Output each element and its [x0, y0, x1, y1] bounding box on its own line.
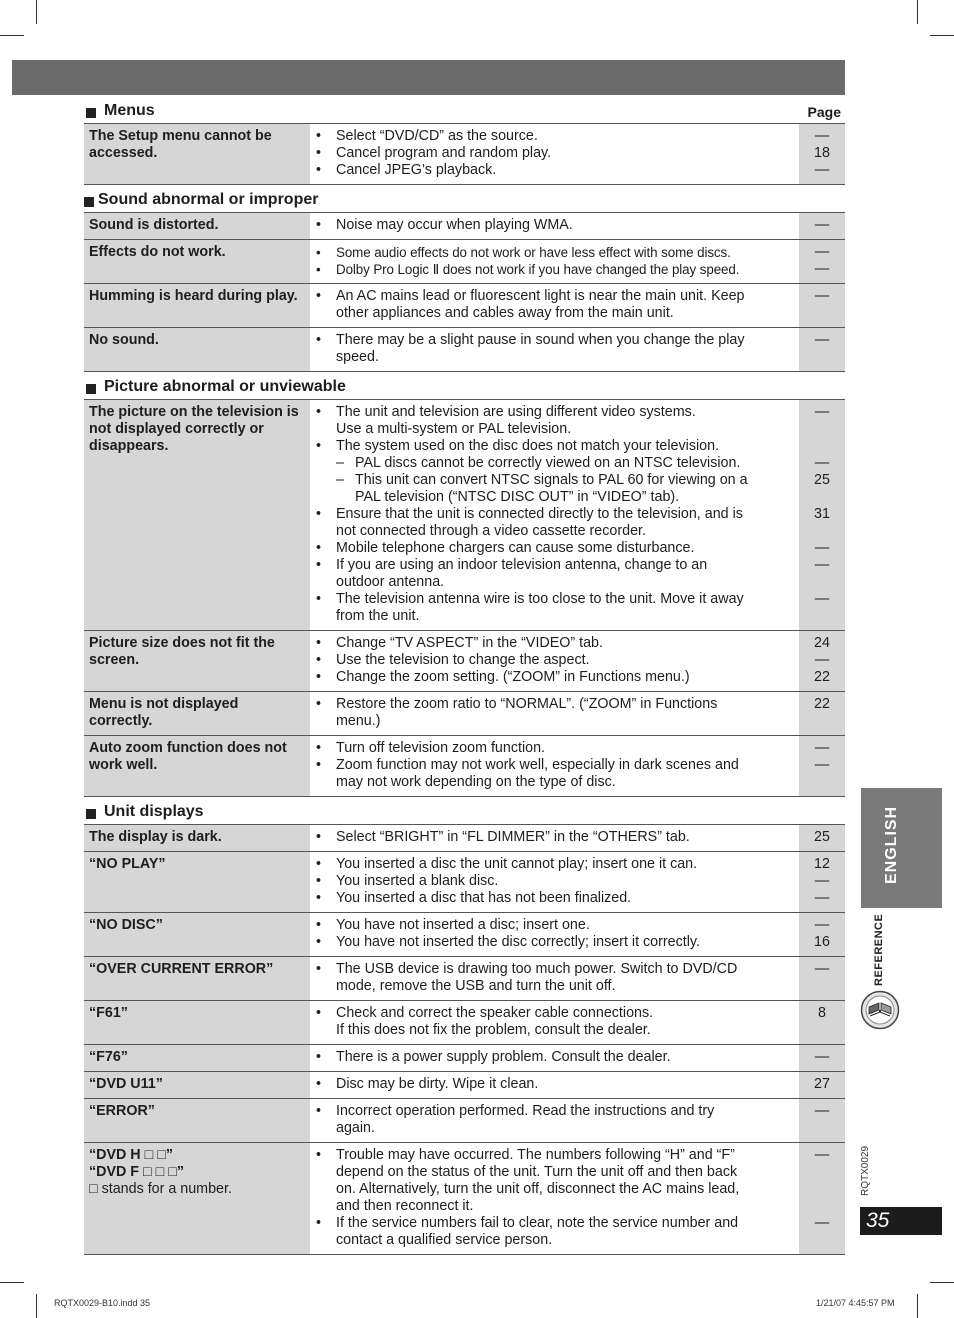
solution-item: • If you are using an indoor television antenna, change to an — [314, 557, 795, 574]
solution-item-continued: not connected through a video cassette recorder. — [336, 523, 646, 539]
problem-cell: “NO PLAY” — [84, 852, 310, 912]
page-ref: — — [814, 917, 830, 933]
solution-cell — [310, 400, 799, 630]
section-title: Sound abnormal or improper — [98, 191, 319, 208]
page-ref-cell — [799, 400, 845, 630]
page-ref-cell — [799, 1045, 845, 1071]
page-ref: — — [814, 540, 830, 556]
table-row — [84, 913, 845, 957]
page-ref: — — [814, 288, 830, 304]
solution-item-continued: outdoor antenna. — [336, 574, 445, 590]
solution-item: • Mobile telephone chargers can cause some disturbance. — [314, 540, 795, 557]
table-row — [84, 631, 845, 692]
page-ref: 22 — [814, 696, 830, 712]
solution-cell — [310, 1045, 799, 1071]
problem-cell: Picture size does not fit the screen. — [84, 631, 310, 691]
solution-item: • Use the television to change the aspect. — [314, 652, 795, 669]
solution-subitem: – This unit can convert NTSC signals to PAL 60 for viewing on a — [314, 472, 795, 489]
page-ref-cell — [799, 240, 845, 283]
solution-cell — [310, 913, 799, 956]
solution-item: • Disc may be dirty. Wipe it clean. — [314, 1076, 795, 1093]
page-ref: — — [814, 244, 830, 260]
solution-item: • Some audio effects do not work or have less effect with some discs. — [314, 244, 795, 261]
page-ref-cell — [799, 631, 845, 691]
table-row — [84, 736, 845, 797]
page-ref-cell — [799, 124, 845, 184]
section-title: Unit displays — [104, 803, 204, 820]
page-ref: — — [814, 455, 830, 471]
solution-item: • Turn off television zoom function. — [314, 740, 795, 757]
page-ref: 12 — [814, 856, 830, 872]
page-ref: — — [814, 757, 830, 773]
section-picture-header — [84, 377, 845, 400]
solution-item-continued: speed. — [336, 349, 379, 365]
problem-cell: Effects do not work. — [84, 240, 310, 283]
page-ref: 31 — [814, 506, 830, 522]
crop-mark — [0, 35, 24, 36]
page-ref-cell — [799, 1072, 845, 1098]
page-ref-cell — [799, 213, 845, 239]
problem-cell: Menu is not displayed correctly. — [84, 692, 310, 735]
page-ref: 24 — [814, 635, 830, 651]
crop-mark — [36, 1294, 37, 1318]
problem-cell: Auto zoom function does not work well. — [84, 736, 310, 796]
solution-cell — [310, 957, 799, 1000]
page-ref: — — [814, 128, 830, 144]
solution-item: • If the service numbers fail to clear, note the service number and — [314, 1215, 795, 1232]
solution-item: • Ensure that the unit is connected directly to the television, and is — [314, 506, 795, 523]
solution-item: • The system used on the disc does not match your television. — [314, 438, 795, 455]
solution-subitem: – PAL discs cannot be correctly viewed on an NTSC television. — [314, 455, 795, 472]
solution-cell — [310, 328, 799, 371]
page-ref-cell — [799, 736, 845, 796]
section-unit-header — [84, 802, 845, 825]
table-row — [84, 1045, 845, 1072]
solution-item-continued: from the unit. — [336, 608, 420, 624]
solution-cell — [310, 1143, 799, 1254]
solution-cell — [310, 825, 799, 851]
crop-mark — [917, 1294, 918, 1318]
page-ref: — — [814, 1215, 830, 1231]
solution-item-continued: may not work depending on the type of disc. — [336, 774, 616, 790]
solution-item: • Incorrect operation performed. Read the instructions and try — [314, 1103, 795, 1120]
solution-item-continued: Use a multi-system or PAL television. — [336, 421, 572, 437]
problem-cell: Humming is heard during play. — [84, 284, 310, 327]
solution-item: • The unit and television are using different video systems. — [314, 404, 795, 421]
page-ref-cell — [799, 328, 845, 371]
table-row — [84, 1072, 845, 1099]
solution-item: • Check and correct the speaker cable connections. — [314, 1005, 795, 1022]
section-title: Picture abnormal or unviewable — [104, 378, 346, 395]
page-ref: — — [814, 332, 830, 348]
solution-item: • You have not inserted the disc correctly; insert it correctly. — [314, 934, 795, 951]
solution-item: • Noise may occur when playing WMA. — [314, 217, 795, 234]
solution-item: • Trouble may have occurred. The numbers following “H” and “F” — [314, 1147, 795, 1164]
solution-cell — [310, 1001, 799, 1044]
footer-datetime: 1/21/07 4:45:57 PM — [816, 1298, 895, 1308]
page-ref-cell — [799, 692, 845, 735]
page-ref-cell — [799, 913, 845, 956]
problem-cell: “OVER CURRENT ERROR” — [84, 957, 310, 1000]
solution-item: • Select “DVD/CD” as the source. — [314, 128, 795, 145]
solution-item: • There is a power supply problem. Consult the dealer. — [314, 1049, 795, 1066]
crop-mark — [36, 0, 37, 24]
table-row — [84, 328, 845, 372]
solution-item: • An AC mains lead or fluorescent light is near the main unit. Keep — [314, 288, 795, 305]
solution-item: • You inserted a blank disc. — [314, 873, 795, 890]
page-ref: 16 — [814, 934, 830, 950]
section-sound-header — [84, 190, 845, 213]
solution-item: • There may be a slight pause in sound when you change the play — [314, 332, 795, 349]
page-ref-cell — [799, 1143, 845, 1254]
header-band — [12, 60, 845, 95]
problem-cell: The Setup menu cannot be accessed. — [84, 124, 310, 184]
page-ref: 25 — [814, 829, 830, 845]
page-number: 35 — [860, 1207, 942, 1235]
square-bullet-icon — [86, 384, 96, 394]
table-row — [84, 284, 845, 328]
problem-cell: “ERROR” — [84, 1099, 310, 1142]
problem-cell: Sound is distorted. — [84, 213, 310, 239]
solution-item: • The USB device is drawing too much power. Switch to DVD/CD — [314, 961, 795, 978]
solution-item: • You have not inserted a disc; insert one. — [314, 917, 795, 934]
solution-item: • Restore the zoom ratio to “NORMAL”. (“ZOOM” in Functions — [314, 696, 795, 713]
page-ref: — — [814, 1049, 830, 1065]
solution-item-continued: If this does not fix the problem, consult the dealer. — [336, 1022, 651, 1038]
language-label: ENGLISH — [883, 805, 900, 884]
book-icon — [860, 990, 900, 1030]
square-bullet-icon — [86, 108, 96, 118]
solution-item: • You inserted a disc the unit cannot play; insert one it can. — [314, 856, 795, 873]
section-menus-header — [84, 101, 845, 124]
solution-item-continued: on. Alternatively, turn the unit off, disconnect the AC mains lead, — [336, 1181, 740, 1197]
page-ref: — — [814, 557, 830, 573]
page-ref: — — [814, 873, 830, 889]
square-bullet-icon — [84, 197, 94, 207]
problem-note: □ stands for a number. — [89, 1181, 232, 1197]
solution-cell — [310, 240, 799, 283]
solution-cell — [310, 124, 799, 184]
page-ref: — — [814, 890, 830, 906]
crop-mark — [917, 0, 918, 24]
solution-cell — [310, 736, 799, 796]
solution-cell — [310, 631, 799, 691]
solution-cell — [310, 1072, 799, 1098]
page-ref: 18 — [814, 145, 830, 161]
solution-item-continued: mode, remove the USB and turn the unit off. — [336, 978, 616, 994]
page-ref: — — [814, 261, 830, 277]
solution-item-continued: contact a qualified service person. — [336, 1232, 553, 1248]
table-row — [84, 852, 845, 913]
problem-cell: No sound. — [84, 328, 310, 371]
solution-cell — [310, 692, 799, 735]
solution-item-continued: other appliances and cables away from the main unit. — [336, 305, 674, 321]
solution-item: • Change “TV ASPECT” in the “VIDEO” tab. — [314, 635, 795, 652]
solution-item-continued: depend on the status of the unit. Turn the unit off and then back — [336, 1164, 738, 1180]
language-tab — [861, 788, 942, 908]
page-ref: 27 — [814, 1076, 830, 1092]
page-ref: 25 — [814, 472, 830, 488]
page-ref-cell — [799, 825, 845, 851]
crop-mark — [0, 1282, 24, 1283]
problem-cell: The picture on the television is not displayed correctly or disappears. — [84, 400, 310, 630]
crop-mark — [930, 35, 954, 36]
page-ref-cell — [799, 957, 845, 1000]
page-ref: — — [814, 961, 830, 977]
solution-item: • Change the zoom setting. (“ZOOM” in Functions menu.) — [314, 669, 795, 686]
page-ref: 8 — [818, 1005, 826, 1021]
page-ref: — — [814, 652, 830, 668]
solution-cell — [310, 213, 799, 239]
solution-item: • Zoom function may not work well, especially in dark scenes and — [314, 757, 795, 774]
solution-item: • Cancel program and random play. — [314, 145, 795, 162]
table-row — [84, 1143, 845, 1255]
problem-cell — [84, 1143, 310, 1254]
solution-item: • The television antenna wire is too close to the unit. Move it away — [314, 591, 795, 608]
solution-cell — [310, 852, 799, 912]
page-column-label: Page — [807, 104, 841, 120]
solution-item: • Dolby Pro Logic Ⅱ does not work if you have changed the play speed. — [314, 261, 795, 278]
solution-subitem-continued: PAL television (“NTSC DISC OUT” in “VIDEO” tab). — [355, 489, 680, 505]
problem-line: “DVD F □ □ □” — [89, 1164, 185, 1180]
problem-cell: “F76” — [84, 1045, 310, 1071]
problem-line: “DVD H □ □” — [89, 1147, 173, 1163]
table-row — [84, 692, 845, 736]
table-row — [84, 400, 845, 631]
page-ref: 22 — [814, 669, 830, 685]
problem-cell: “NO DISC” — [84, 913, 310, 956]
table-row — [84, 957, 845, 1001]
problem-cell: “DVD U11” — [84, 1072, 310, 1098]
page-ref-cell — [799, 284, 845, 327]
problem-cell: The display is dark. — [84, 825, 310, 851]
troubleshooting-table — [84, 101, 845, 1255]
page-ref: — — [814, 404, 830, 420]
page-ref: — — [814, 1147, 830, 1163]
page-ref: — — [814, 1103, 830, 1119]
solution-item: • You inserted a disc that has not been finalized. — [314, 890, 795, 907]
solution-cell — [310, 1099, 799, 1142]
solution-item: • Select “BRIGHT” in “FL DIMMER” in the “OTHERS” tab. — [314, 829, 795, 846]
page-ref-cell — [799, 1001, 845, 1044]
table-row — [84, 240, 845, 284]
crop-mark — [930, 1282, 954, 1283]
page-ref: — — [814, 591, 830, 607]
model-code: RQTX0029 — [860, 1145, 871, 1196]
reference-label: REFERENCE — [873, 913, 885, 986]
page-ref: — — [814, 217, 830, 233]
page-ref: — — [814, 740, 830, 756]
solution-item-continued: and then reconnect it. — [336, 1198, 474, 1214]
solution-cell — [310, 284, 799, 327]
page-ref-cell — [799, 852, 845, 912]
table-row — [84, 124, 845, 185]
page-ref: — — [814, 162, 830, 178]
problem-cell: “F61” — [84, 1001, 310, 1044]
solution-item-continued: again. — [336, 1120, 375, 1136]
table-row — [84, 1099, 845, 1143]
solution-item: • Cancel JPEG’s playback. — [314, 162, 795, 179]
solution-item-continued: menu.) — [336, 713, 381, 729]
page-ref-cell — [799, 1099, 845, 1142]
table-row — [84, 1001, 845, 1045]
section-title: Menus — [104, 102, 155, 119]
square-bullet-icon — [86, 809, 96, 819]
table-row — [84, 213, 845, 240]
footer-file: RQTX0029-B10.indd 35 — [54, 1298, 151, 1308]
table-row — [84, 825, 845, 852]
